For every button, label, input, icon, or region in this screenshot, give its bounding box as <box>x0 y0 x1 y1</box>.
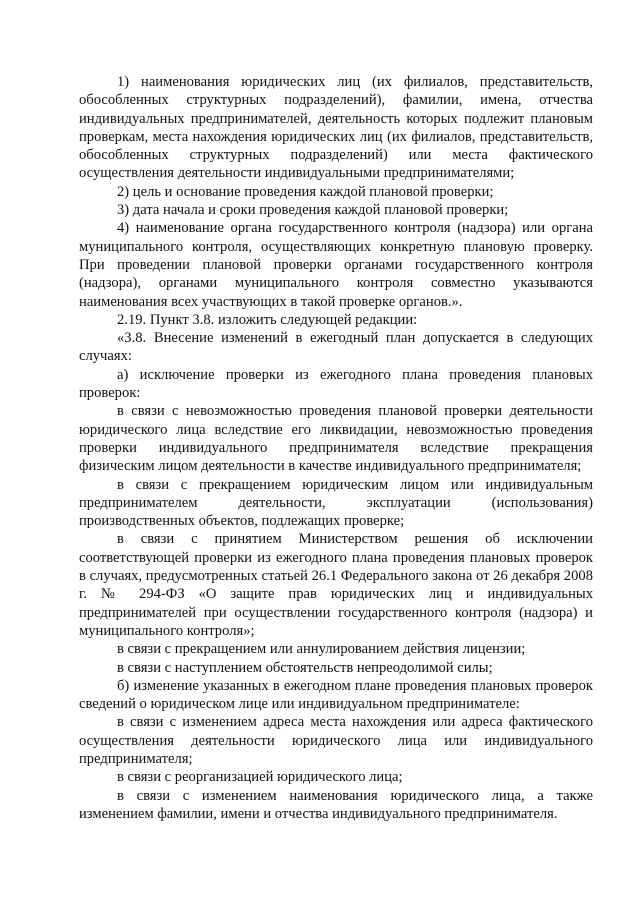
paragraph-item-1: 1) наименования юридических лиц (их филиалов, представительств, обособленных структурных подразделений), фамилии, имена, отчества индивидуальных предпринимателей, деятельность которых подлежит плановым проверкам, места нахождения юридических лиц (их филиалов, представительств, обособленных структурных подразделений) или места фактического осуществления деятельности индивидуальными предпринимателями; <box>79 74 593 182</box>
paragraph-item-3: 3) дата начала и сроки проведения каждой плановой проверки; <box>117 202 509 219</box>
paragraph-case-license: в связи с прекращением или аннулированием действия лицензии; <box>117 641 526 658</box>
paragraph-clause-3-8: «3.8. Внесение изменений в ежегодный план допускается в следующих случаях: <box>79 330 593 365</box>
paragraph-section-2-19: 2.19. Пункт 3.8. изложить следующей редакции: <box>117 311 418 328</box>
paragraph-item-2: 2) цель и основание проведения каждой плановой проверки; <box>117 183 494 200</box>
paragraph-case-liquidation: в связи с невозможностью проведения плановой проверки деятельности юридического лица вследствие его ликвидации, невозможностью проведения проверки индивидуального предпринимателя вследствие прекращения физическим лицом деятельности в качестве индивидуального предпринимателя; <box>79 403 593 475</box>
paragraph-case-ministry-decision: в связи с принятием Министерством решения об исключении соответствующей проверки из ежегодного плана проведения плановых проверок в случаях, предусмотренных статьей 26.1 Федерального закона от 26 декабря 2008 г. № 294-ФЗ «О защите прав юридических лиц и индивидуальных предпринимателей при осуществлении государственного контроля (надзора) и муниципального контроля»; <box>79 531 593 639</box>
paragraph-subitem-b: б) изменение указанных в ежегодном плане проведения плановых проверок сведений о юридическом лице или индивидуальном предпринимателе: <box>79 677 593 713</box>
paragraph-item-4: 4) наименование органа государственного контроля (надзора) или органа муниципального контроля, осуществляющих конкретную плановую проверку. При проведении плановой проверки органами государственного контроля (надзора), органами муниципального контроля совместно указываются наименования всех участвующих в такой проверке органов.». <box>79 220 593 310</box>
paragraph-case-address-change: в связи с изменением адреса места нахождения или адреса фактического осуществления деятельности юридического лица или индивидуального предпринимателя; <box>79 714 593 767</box>
paragraph-case-force-majeure: в связи с наступлением обстоятельств непреодолимой силы; <box>117 659 493 676</box>
paragraph-case-termination: в связи с прекращением юридическим лицом или индивидуальным предпринимателем деятельности, эксплуатации (использования) производственных объектов, подлежащих проверке; <box>79 476 593 530</box>
document-body <box>79 73 593 823</box>
paragraph-subitem-a: а) исключение проверки из ежегодного плана проведения плановых проверок: <box>79 366 593 402</box>
paragraph-case-reorganization: в связи с реорганизацией юридического лица; <box>117 769 403 786</box>
paragraph-case-name-change: в связи с изменением наименования юридического лица, а также изменением фамилии, имени и отчества индивидуального предпринимателя. <box>79 787 593 822</box>
